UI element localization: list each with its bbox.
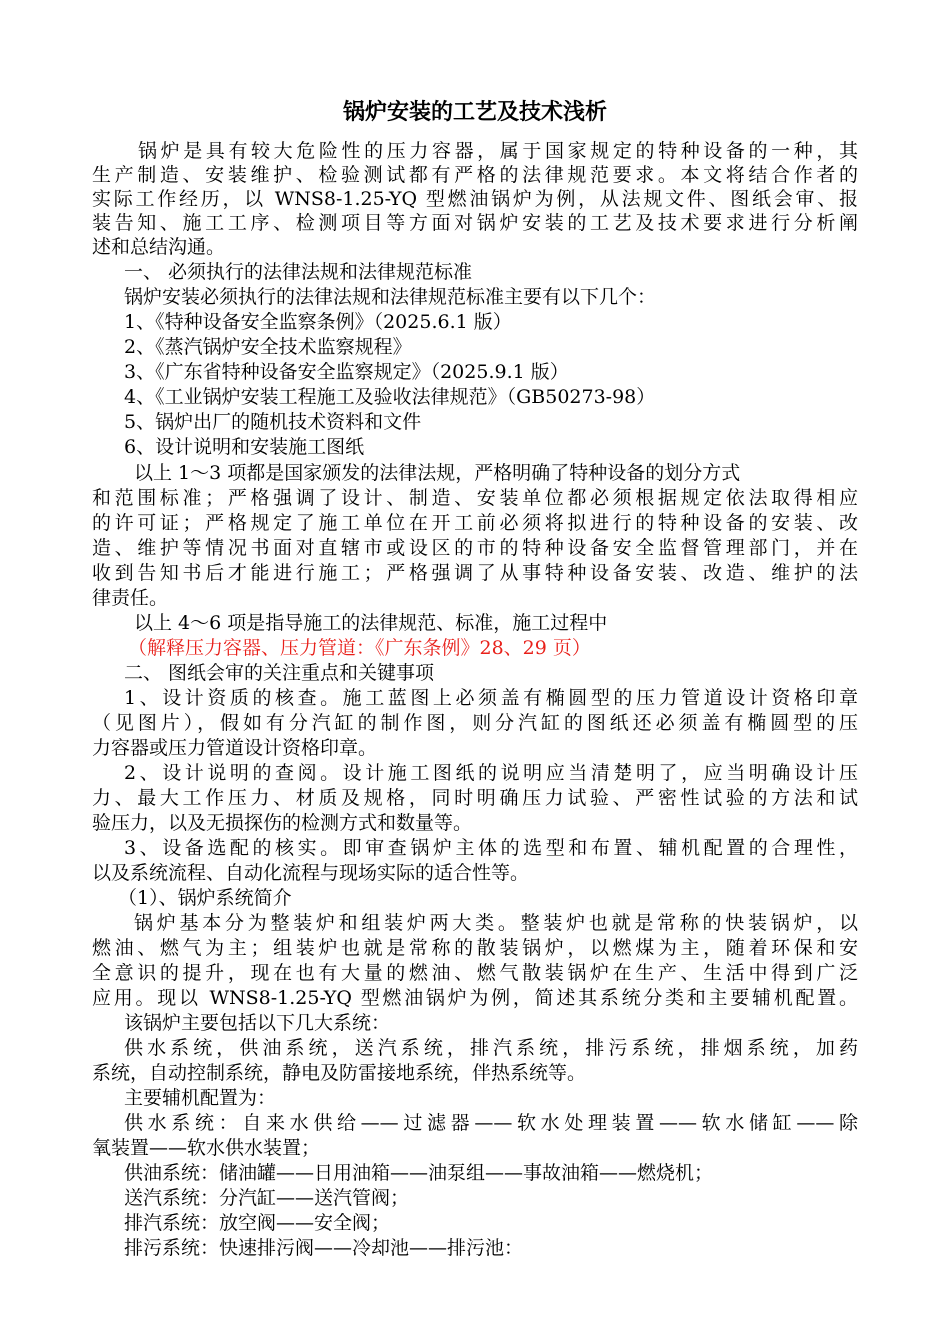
paragraph-line: 1、设计资质的核查。施工蓝图上必须盖有椭圆型的压力管道设计资格印章: [124, 687, 858, 709]
paragraph-line: 装告知、施工工序、检测项目等方面对锅炉安装的工艺及技术要求进行分析阐: [92, 212, 858, 234]
paragraph-line: 供油系统：储油罐——日用油箱——油泵组——事故油箱——燃烧机；: [124, 1162, 714, 1184]
list-item: 4、《工业锅炉安装工程施工及验收法律规范》（GB50273-98）: [124, 386, 656, 408]
paragraph-line: 锅炉安装必须执行的法律法规和法律规范标准主要有以下几个：: [124, 286, 657, 308]
paragraph-line: 该锅炉主要包括以下几大系统：: [124, 1012, 391, 1034]
paragraph-line: 供水系统：自来水供给——过滤器——软水处理装置——软水储缸——除: [124, 1112, 858, 1134]
document-title: 锅炉安装的工艺及技术浅析: [342, 99, 607, 125]
paragraph-line: 主要辅机配置为：: [124, 1087, 277, 1109]
section-heading: 二、 图纸会审的关注重点和关键事项: [124, 662, 435, 684]
paragraph-line: 实际工作经历，以 WNS8-1.25-YQ 型燃油锅炉为例，从法规文件、图纸会审、报: [92, 188, 858, 210]
paragraph-line: 以上 4～6 项是指导施工的法律规范、标准，施工过程中: [134, 612, 608, 634]
paragraph-line: 造、维护等情况书面对直辖市或设区的市的特种设备安全监督管理部门，并在: [92, 537, 858, 559]
paragraph-line: 锅炉基本分为整装炉和组装炉两大类。整装炉也就是常称的快装锅炉，以: [134, 912, 858, 934]
paragraph-line: 力、最大工作压力、材质及规格，同时明确压力试验、严密性试验的方法和试: [92, 787, 858, 809]
paragraph-line: 律责任。: [92, 587, 169, 609]
paragraph-line: 以上 1～3 项都是国家颁发的法律法规，严格明确了特种设备的划分方式: [134, 462, 741, 484]
paragraph-line: 排污系统：快速排污阀——冷却池——排污池：: [124, 1237, 524, 1259]
paragraph-line: 燃油、燃气为主；组装炉也就是常称的散装锅炉，以燃煤为主，随着环保和安: [92, 937, 858, 959]
paragraph-line: 力容器或压力管道设计资格印章。: [92, 737, 378, 759]
list-item: 3、《广东省特种设备安全监察规定》（2025.9.1 版）: [124, 361, 569, 383]
paragraph-line: 收到告知书后才能进行施工；严格强调了从事特种设备安装、改造、维护的法: [92, 562, 858, 584]
highlighted-note: （解释压力容器、压力管道：《广东条例》28、29 页）: [128, 637, 591, 659]
paragraph-line: 送汽系统：分汽缸——送汽管阀；: [124, 1187, 410, 1209]
paragraph-line: 应用。现以 WNS8-1.25-YQ 型燃油锅炉为例，简述其系统分类和主要辅机配置。: [92, 987, 858, 1009]
paragraph-line: 述和总结沟通。: [92, 236, 226, 258]
paragraph-line: 排汽系统：放空阀——安全阀；: [124, 1212, 391, 1234]
paragraph-line: 的许可证；严格规定了施工单位在开工前必须将拟进行的特种设备的安装、改: [92, 512, 858, 534]
paragraph-line: 供水系统，供油系统，送汽系统，排汽系统，排污系统，排烟系统，加药: [124, 1037, 858, 1059]
paragraph-line: 以及系统流程、自动化流程与现场实际的适合性等。: [92, 862, 530, 884]
section-heading: 一、 必须执行的法律法规和法律规范标准: [124, 261, 473, 283]
list-item: 6、设计说明和安装施工图纸: [124, 436, 365, 458]
paragraph-line: 系统，自动控制系统，静电及防雷接地系统，伴热系统等。: [92, 1062, 587, 1084]
paragraph-line: 2、设计说明的查阅。设计施工图纸的说明应当清楚明了，应当明确设计压: [124, 762, 858, 784]
paragraph-line: 全意识的提升，现在也有大量的燃油、燃气散装锅炉在生产、生活中得到广泛: [92, 962, 858, 984]
paragraph-line: 锅炉是具有较大危险性的压力容器，属于国家规定的特种设备的一种，其: [138, 140, 858, 162]
list-item: 5、锅炉出厂的随机技术资料和文件: [124, 411, 422, 433]
list-item: 1、《特种设备安全监察条例》（2025.6.1 版）: [124, 311, 512, 333]
paragraph-line: 生产制造、安装维护、检验测试都有严格的法律规范要求。本文将结合作者的: [92, 164, 858, 186]
paragraph-line: 验压力，以及无损探伤的检测方式和数量等。: [92, 812, 473, 834]
paragraph-line: （见图片），假如有分汽缸的制作图，则分汽缸的图纸还必须盖有椭圆型的压: [92, 712, 858, 734]
paragraph-line: 氧装置——软水供水装置；: [92, 1137, 321, 1159]
paragraph-line: 和范围标准；严格强调了设计、制造、安装单位都必须根据规定依法取得相应: [92, 487, 858, 509]
paragraph-line: 3、设备选配的核实。即审查锅炉主体的选型和布置、辅机配置的合理性，: [124, 837, 858, 859]
subsection-heading: （1）、锅炉系统简介: [118, 887, 292, 909]
list-item: 2、《蒸汽锅炉安全技术监察规程》: [124, 336, 412, 358]
